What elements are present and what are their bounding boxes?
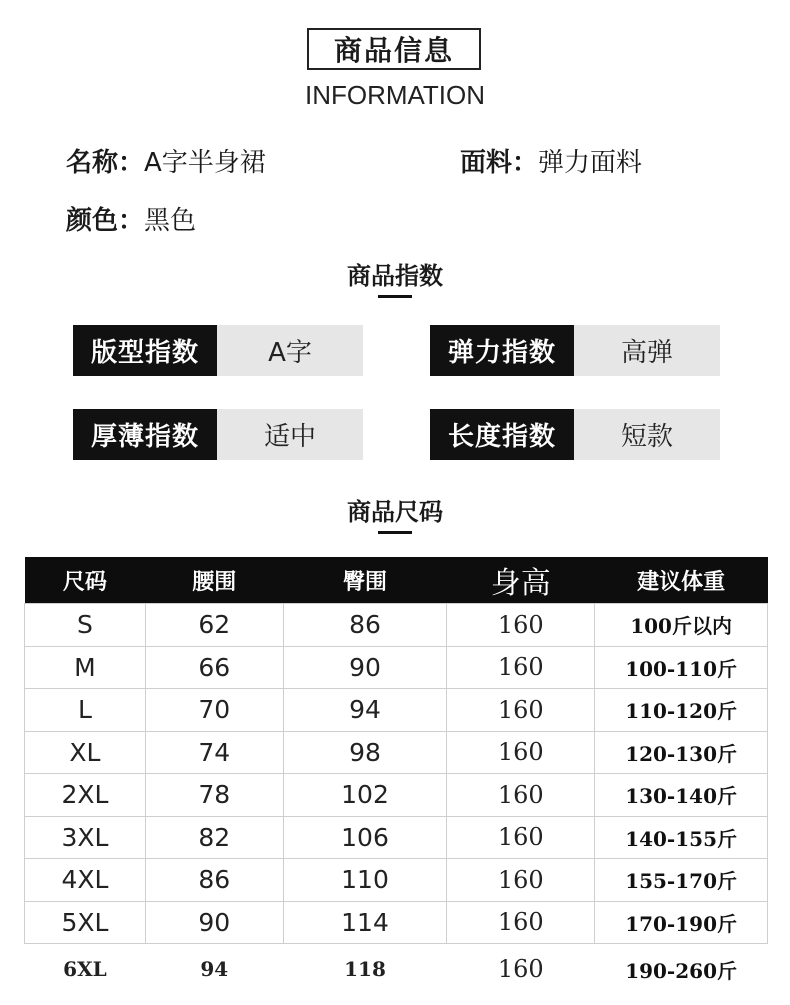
cell-size: XL	[25, 731, 146, 774]
header-height: 身高	[447, 557, 595, 604]
info-name-label: 名称：	[66, 148, 145, 178]
cell-hip: 118	[344, 957, 386, 981]
page-title: 商品信息	[307, 28, 481, 70]
cell-waist: 70	[145, 689, 283, 732]
index-value: 高弹	[574, 325, 720, 376]
index-label: 版型指数	[73, 325, 217, 376]
cell-weight: 100斤以内	[595, 604, 768, 647]
cell-height: 160	[447, 646, 595, 689]
cell-hip: 94	[283, 689, 447, 732]
cell-weight: 100-110斤	[595, 646, 768, 689]
index-label: 弹力指数	[430, 325, 574, 376]
cell-size: 6XL	[63, 957, 107, 981]
cell-hip: 110	[283, 859, 447, 902]
cell-weight: 110-120斤	[595, 689, 768, 732]
table-row	[25, 689, 768, 732]
index-label: 厚薄指数	[73, 409, 217, 460]
cell-hip: 90	[283, 646, 447, 689]
cell-weight: 130-140斤	[595, 774, 768, 817]
index-box-length	[430, 409, 720, 460]
cell-size: 2XL	[25, 774, 146, 817]
header-size: 尺码	[25, 557, 146, 604]
info-name-value: A字半身裙	[144, 148, 266, 178]
cell-size: L	[25, 689, 146, 732]
cell-height: 160	[447, 774, 595, 817]
info-name	[66, 142, 266, 179]
cell-height: 160	[447, 689, 595, 732]
index-box-fit	[73, 325, 363, 376]
table-row	[25, 859, 768, 902]
page-subtitle: INFORMATION	[304, 80, 486, 110]
cell-waist: 78	[145, 774, 283, 817]
table-row	[25, 604, 768, 647]
cell-height: 160	[447, 901, 595, 944]
info-fabric	[460, 142, 642, 179]
cell-waist: 90	[145, 901, 283, 944]
cell-height: 160	[447, 859, 595, 902]
cell-size: 3XL	[25, 816, 146, 859]
index-section-divider	[378, 295, 412, 298]
info-fabric-value: 弹力面料	[538, 148, 643, 178]
table-row	[25, 944, 768, 995]
cell-weight: 190-260斤	[625, 958, 737, 983]
cell-waist: 86	[145, 859, 283, 902]
cell-size: 4XL	[25, 859, 146, 902]
cell-waist: 74	[145, 731, 283, 774]
table-row	[25, 901, 768, 944]
cell-hip: 98	[283, 731, 447, 774]
index-section-title: 商品指数	[347, 262, 443, 290]
cell-height: 160	[447, 604, 595, 647]
cell-weight: 170-190斤	[595, 901, 768, 944]
cell-hip: 86	[283, 604, 447, 647]
cell-size: 5XL	[25, 901, 146, 944]
cell-waist: 82	[145, 816, 283, 859]
table-row	[25, 646, 768, 689]
cell-waist: 62	[145, 604, 283, 647]
table-row	[25, 731, 768, 774]
cell-size: M	[25, 646, 146, 689]
cell-hip: 114	[283, 901, 447, 944]
index-label: 长度指数	[430, 409, 574, 460]
header-hip: 臀围	[283, 557, 447, 604]
info-fabric-label: 面料：	[460, 148, 539, 178]
size-table	[24, 557, 768, 994]
cell-weight: 155-170斤	[595, 859, 768, 902]
cell-waist: 94	[200, 957, 229, 981]
index-box-thickness	[73, 409, 363, 460]
table-row	[25, 774, 768, 817]
index-value: 短款	[574, 409, 720, 460]
cell-waist: 66	[145, 646, 283, 689]
cell-height: 160	[497, 955, 544, 983]
index-value: A字	[217, 325, 363, 376]
size-table-header	[25, 557, 768, 604]
info-color	[66, 200, 196, 237]
size-section-title: 商品尺码	[347, 498, 443, 526]
cell-height: 160	[447, 816, 595, 859]
cell-height: 160	[447, 731, 595, 774]
cell-size: S	[25, 604, 146, 647]
size-section-divider	[378, 531, 412, 534]
cell-weight: 120-130斤	[595, 731, 768, 774]
header-waist: 腰围	[145, 557, 283, 604]
cell-hip: 102	[283, 774, 447, 817]
info-color-value: 黑色	[144, 206, 197, 236]
cell-weight: 140-155斤	[595, 816, 768, 859]
header-weight: 建议体重	[595, 557, 768, 604]
table-row	[25, 816, 768, 859]
index-box-elasticity	[430, 325, 720, 376]
cell-hip: 106	[283, 816, 447, 859]
index-value: 适中	[217, 409, 363, 460]
info-color-label: 颜色：	[66, 206, 145, 236]
